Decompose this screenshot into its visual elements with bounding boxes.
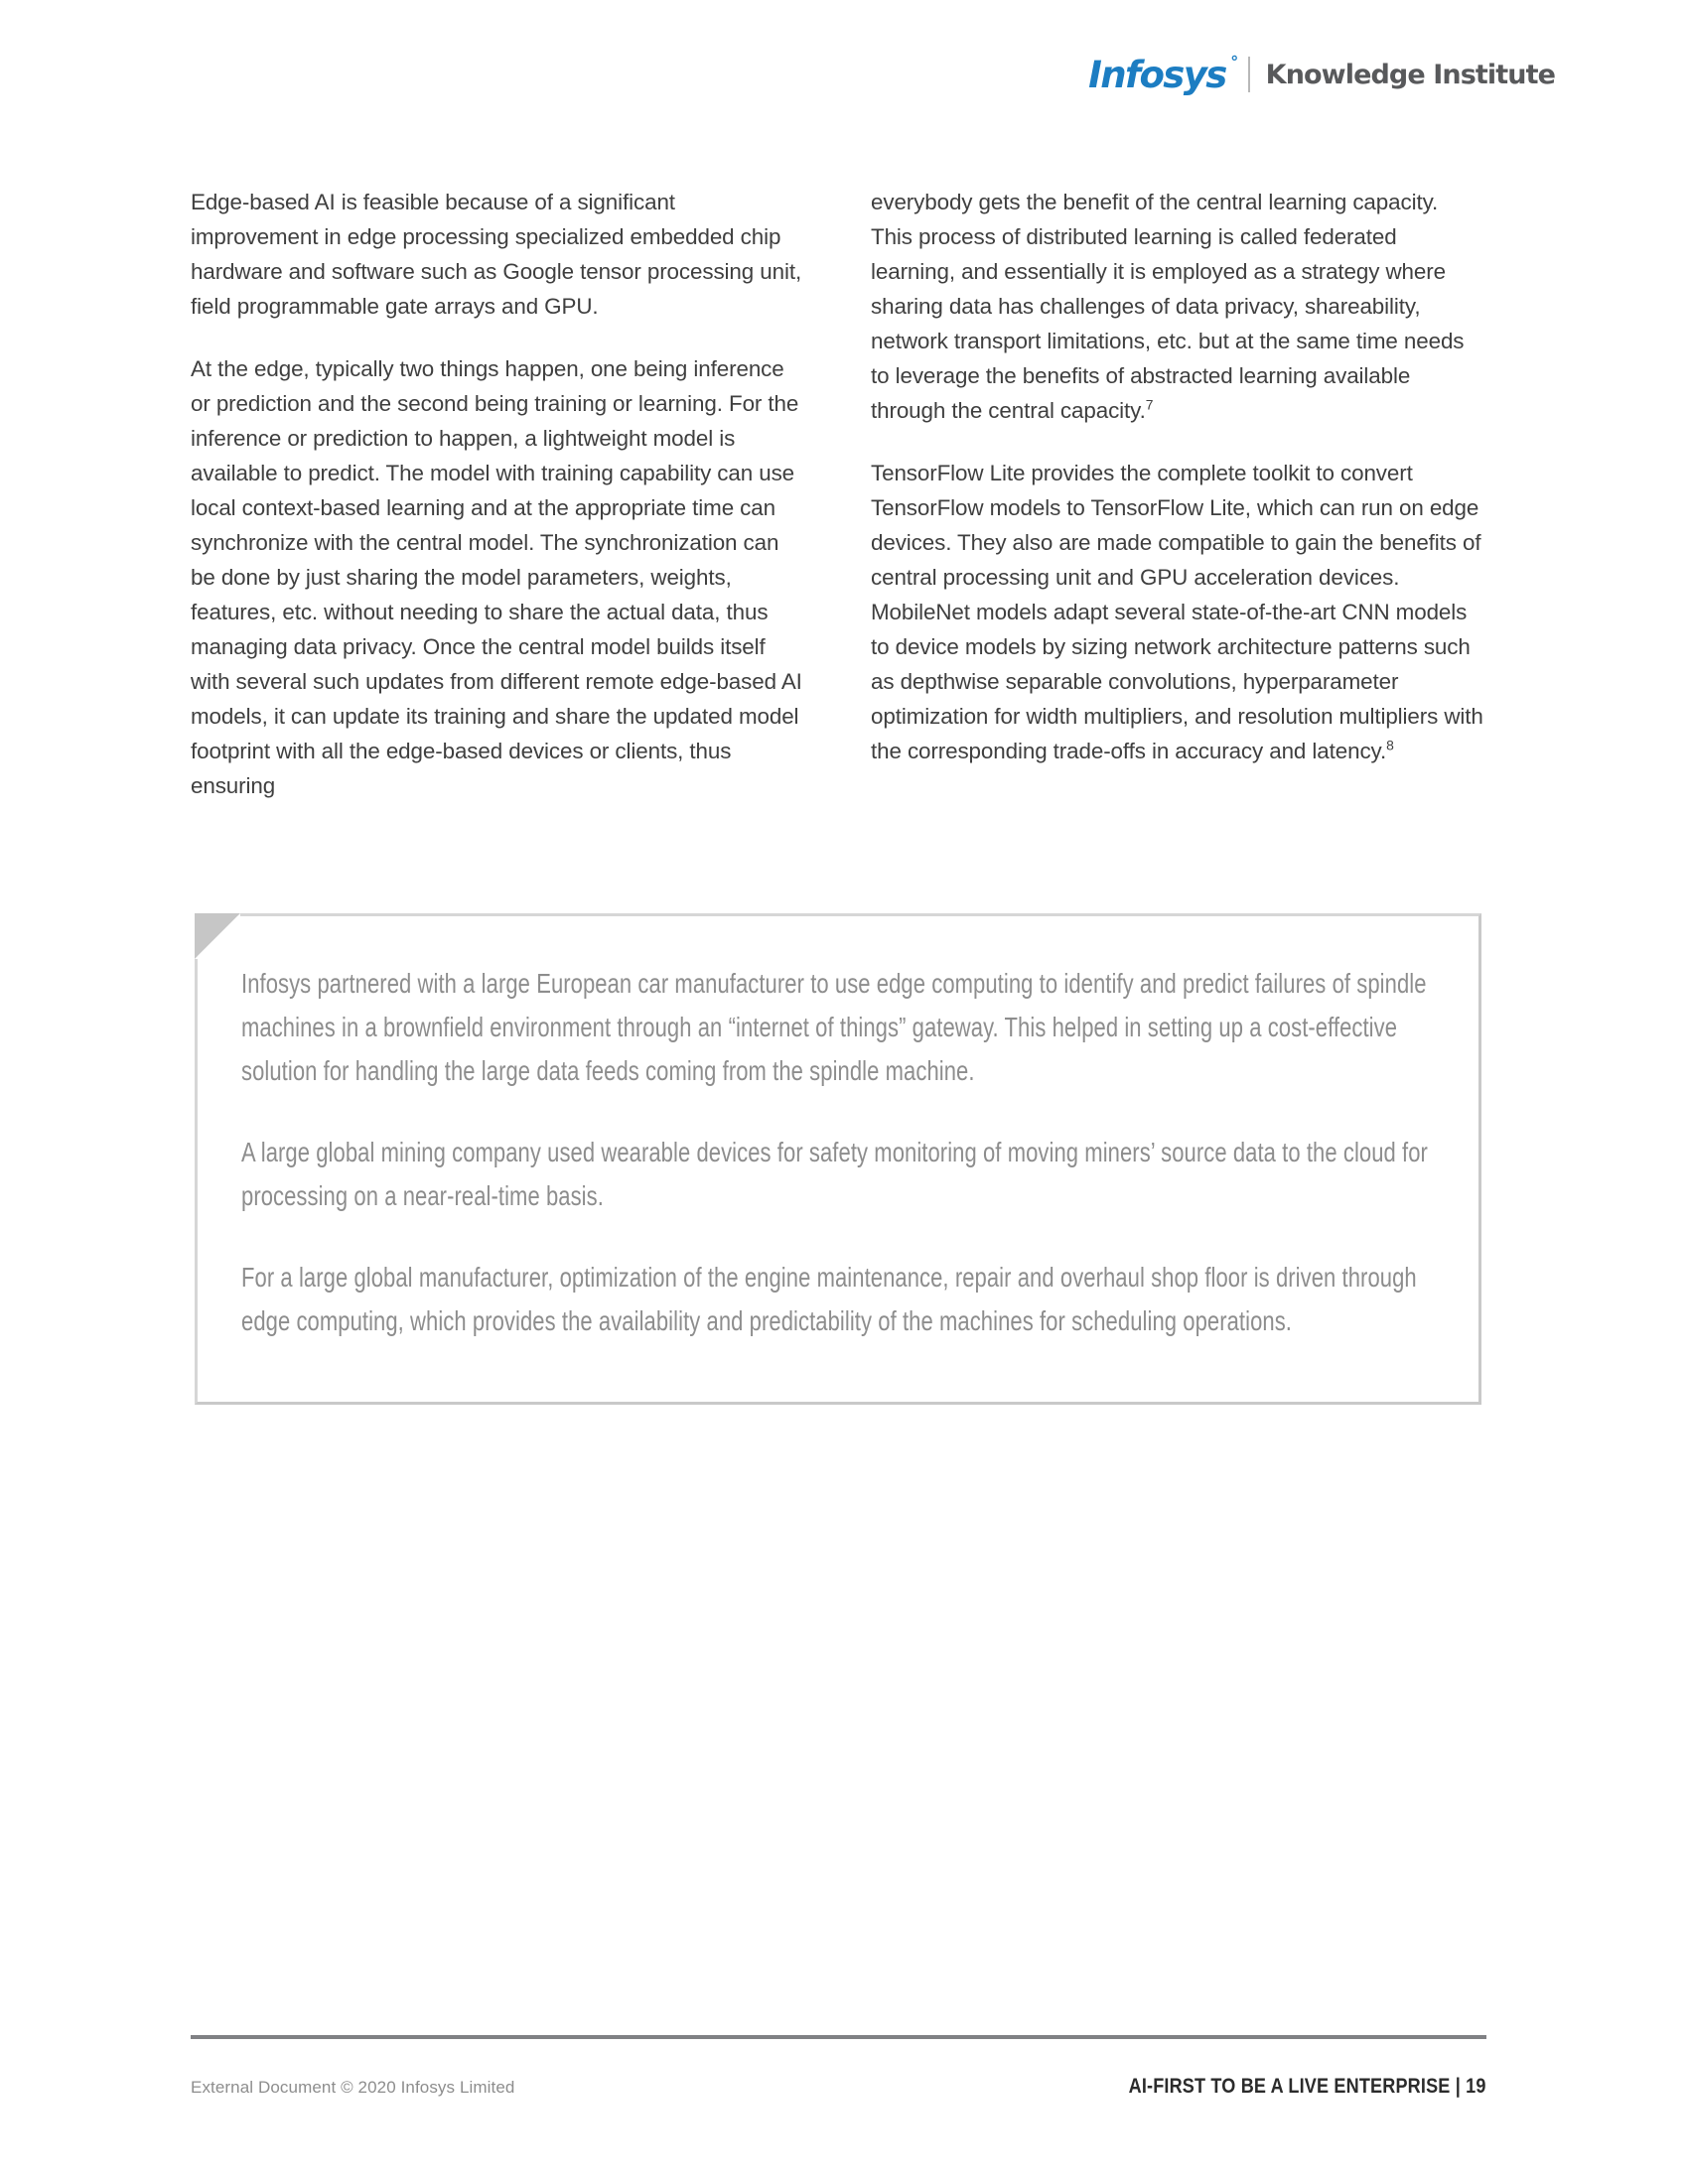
callout-paragraph: A large global mining company used wearable devices for safety monitoring of moving miners’ source data to the cloud for processing on a near-real-time basis. bbox=[241, 1137, 1428, 1211]
trademark-icon: ° bbox=[1230, 52, 1237, 71]
callout-paragraph: For a large global manufacturer, optimization of the engine maintenance, repair and overhaul shop floor is driven through edge computing, which provides the availability and predictability of the machines for scheduling operations. bbox=[241, 1262, 1417, 1336]
folded-corner-mask bbox=[195, 913, 240, 959]
page-footer bbox=[191, 2075, 1486, 2099]
logo-divider bbox=[1248, 57, 1250, 92]
left-column bbox=[191, 185, 803, 803]
header-logo bbox=[1088, 52, 1555, 97]
footnote-marker: 7 bbox=[1145, 396, 1154, 413]
paragraph-text: TensorFlow Lite provides the complete toolkit to convert TensorFlow models to TensorFlow Lite, which can run on edge devices. They also are made compatible to gain the benefits of central processing unit and GPU acceleration devices. MobileNet models adapt several state-of-the-art CNN models to device models by sizing network architecture patterns such as depthwise separable convolutions, hyperparameter optimization for width multipliers, and resolution multipliers with the corresponding trade-offs in accuracy and latency. bbox=[871, 461, 1483, 763]
footer-copyright: External Document © 2020 Infosys Limited bbox=[191, 2078, 515, 2097]
knowledge-institute-label: Knowledge Institute bbox=[1265, 59, 1555, 90]
callout-paragraph: Infosys partnered with a large European car manufacturer to use edge computing to identify and predict failures of spindle machines in a brownfield environment through an “internet of things” gateway. This helped in setting up a cost-effective solution for handling the large data feeds coming from the spindle machine. bbox=[241, 968, 1427, 1086]
infosys-wordmark bbox=[1088, 52, 1237, 96]
footnote-marker: 8 bbox=[1386, 737, 1394, 753]
paragraph bbox=[871, 456, 1483, 768]
infosys-wordmark-text: Infosys bbox=[1088, 53, 1226, 96]
paragraph: Edge-based AI is feasible because of a significant improvement in edge processing specialized embedded chip hardware and software such as Google tensor processing unit, field programmable gate arrays and GPU. bbox=[191, 190, 802, 319]
callout-content bbox=[241, 962, 1439, 1343]
case-study-callout-box bbox=[195, 913, 1481, 1405]
footer-title-page: AI-FIRST TO BE A LIVE ENTERPRISE | 19 bbox=[1129, 2075, 1486, 2098]
body-columns bbox=[191, 185, 1483, 803]
paragraph-text: everybody gets the benefit of the central learning capacity. This process of distributed learning is called federated learning, and essentially it is employed as a strategy where sharing data has challenges of data privacy, shareability, network transport limitations, etc. but at the same time needs to leverage the benefits of abstracted learning available through the central capacity. bbox=[871, 190, 1465, 423]
paragraph: At the edge, typically two things happen, one being inference or prediction and the second being training or learning. For the inference or prediction to happen, a lightweight model is available to predict. The model with training capability can use local context-based learning and at the appropriate time can synchronize with the central model. The synchronization can be done by just sharing the model parameters, weights, features, etc. without needing to share the actual data, thus managing data privacy. Once the central model builds itself with several such updates from different remote edge-based AI models, it can update its training and share the updated model footprint with all the edge-based devices or clients, thus ensuring bbox=[191, 356, 802, 798]
paragraph bbox=[871, 185, 1483, 428]
footer-divider bbox=[191, 2035, 1486, 2039]
right-column bbox=[871, 185, 1483, 803]
